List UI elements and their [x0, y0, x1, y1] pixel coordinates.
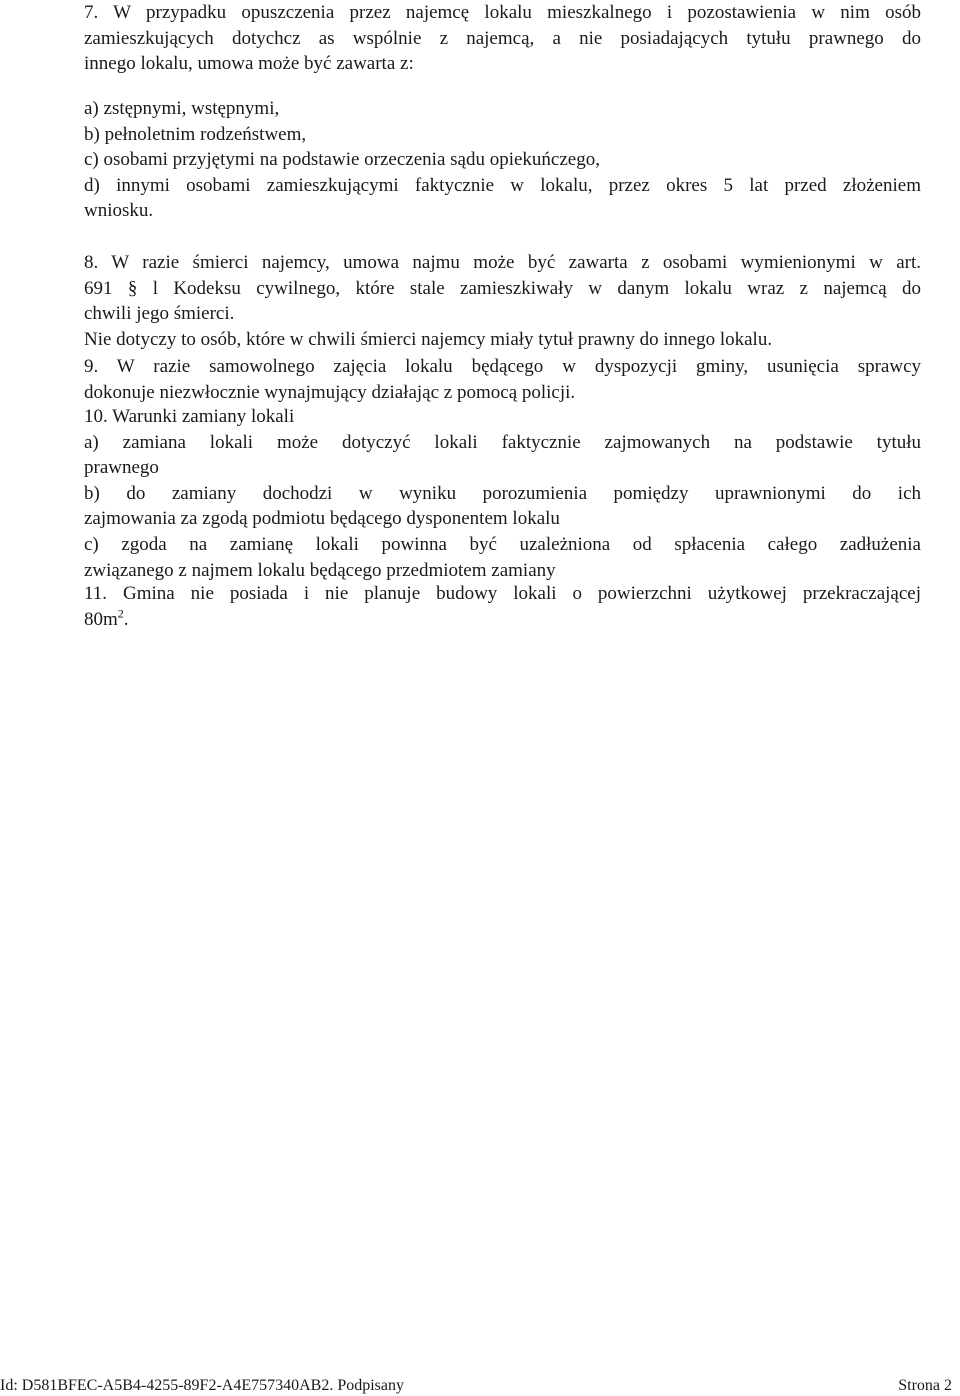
paragraph-7-line: 7. W przypadku opuszczenia przez najemcę lokalu mieszkalnego i pozostawienia w nim osób [84, 2, 921, 23]
paragraph-7-list [84, 96, 921, 224]
area-superscript: 2 [117, 606, 124, 621]
paragraph-10-line: c) zgoda na zamianę lokali powinna być uzależniona od spłacenia całego zadłużenia [84, 533, 921, 555]
paragraph-8-line: chwili jego śmierci. [84, 303, 235, 325]
paragraph-10-line: związanego z najmem lokalu będącego przedmiotem zamiany [84, 559, 556, 581]
list-item-d-cont: wniosku. [84, 200, 154, 222]
area-period: . [123, 608, 129, 630]
list-item-b: b) pełnoletnim rodzeństwem, [84, 123, 307, 145]
paragraph-11 [84, 581, 921, 632]
page-number: Strona 2 [898, 1377, 952, 1394]
paragraph-9-line: 9. W razie samowolnego zajęcia lokalu będącego w dyspozycji gminy, usunięcia sprawcy [84, 356, 921, 377]
paragraph-8-line: 691 § l Kodeksu cywilnego, które stale zamieszkiwały w danym lokalu wraz z najemcą do [84, 277, 921, 299]
paragraph-11-line [84, 607, 921, 633]
paragraph-10 [84, 404, 921, 583]
paragraph-9-line: dokonuje niezwłocznie wynajmujący działając z pomocą policji. [84, 381, 576, 403]
paragraph-7 [84, 0, 921, 77]
paragraph-8-line: 8. W razie śmierci najemcy, umowa najmu może być zawarta z osobami wymienionymi w art. [84, 252, 921, 273]
paragraph-10-line: b) do zamiany dochodzi w wyniku porozumienia pomiędzy uprawnionymi do ich [84, 482, 921, 504]
paragraph-10-line: prawnego [84, 457, 159, 479]
paragraph-8 [84, 250, 921, 352]
list-item-d: d) innymi osobami zamieszkującymi faktycznie w lokalu, przez okres 5 lat przed złożeniem [84, 174, 921, 196]
paragraph-10-heading: 10. Warunki zamiany lokali [84, 406, 295, 427]
paragraph-8-line: Nie dotyczy to osób, które w chwili śmierci najemcy miały tytuł prawny do innego lokalu. [84, 328, 773, 350]
paragraph-11-line: 11. Gmina nie posiada i nie planuje budowy lokali o powierzchni użytkowej przekraczającej [84, 583, 921, 604]
paragraph-9 [84, 354, 921, 405]
list-item-a: a) zstępnymi, wstępnymi, [84, 98, 280, 119]
paragraph-7-line: zamieszkujących dotychcz as wspólnie z najemcą, a nie posiadających tytułu prawnego do [84, 27, 921, 49]
paragraph-10-line: zajmowania za zgodą podmiotu będącego dysponentem lokalu [84, 508, 560, 530]
paragraph-7-line: innego lokalu, umowa może być zawarta z: [84, 53, 414, 75]
paragraph-10-line: a) zamiana lokali może dotyczyć lokali faktycznie zajmowanych na podstawie tytułu [84, 431, 921, 453]
list-item-c: c) osobami przyjętymi na podstawie orzeczenia sądu opiekuńczego, [84, 149, 600, 171]
area-value: 80m [84, 608, 118, 630]
document-id: Id: D581BFEC-A5B4-4255-89F2-A4E757340AB2. Podpisany [0, 1377, 405, 1394]
page-footer [0, 1376, 960, 1396]
